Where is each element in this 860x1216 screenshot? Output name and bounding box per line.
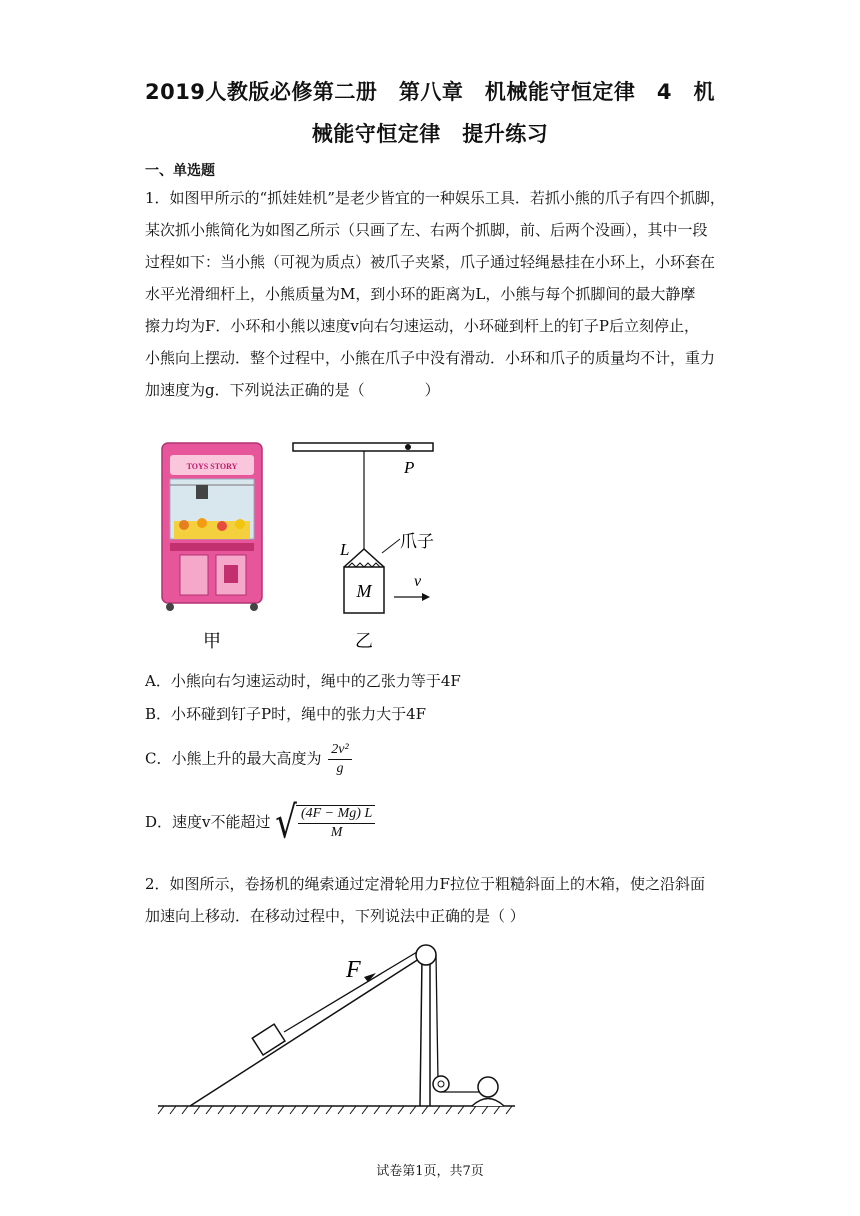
q2-line-2: 加速向上移动．在移动过程中，下列说法中正确的是（ ） (145, 907, 525, 925)
title-line-2: 械能守恒定律 提升练习 (311, 122, 549, 146)
q1-line-4: 水平光滑细杆上，小熊质量为M，到小环的距离为L，小熊与每个抓脚间的最大静摩 (145, 285, 696, 303)
label-yi: 乙 (355, 631, 373, 651)
q1-option-c-text: C．小熊上升的最大高度为 (145, 749, 322, 768)
q1-figure (150, 425, 490, 660)
claw-machine-illustration (162, 443, 262, 611)
d-denominator: M (330, 825, 343, 840)
pendulum-diagram (293, 443, 434, 613)
q1-line-5: 擦力均为F．小环和小熊以速度v向右匀速运动，小环碰到杆上的钉子P后立刻停止， (145, 317, 699, 335)
label-M: M (356, 581, 372, 601)
c-denominator: g (336, 761, 344, 776)
c-numerator: 2v² (328, 742, 351, 760)
machine-sign: TOYS STORY (186, 462, 238, 471)
label-L: L (340, 540, 350, 559)
winch-base (472, 1099, 504, 1107)
q1-line-6: 小熊向上摆动．整个过程中，小熊在爪子中没有滑动．小环和爪子的质量均不计，重力 (145, 349, 716, 367)
q1-line-3: 过程如下：当小熊（可视为质点）被爪子夹紧，爪子通过轻绳悬挂在小环上，小环套在 (145, 253, 716, 271)
nail-P (405, 444, 411, 450)
label-F: F (346, 957, 361, 983)
wooden-box (252, 1024, 285, 1055)
incline-back (420, 957, 422, 1106)
horizontal-rod (293, 443, 433, 451)
incline-surface (190, 957, 422, 1106)
label-v: v (414, 573, 422, 590)
q1-option-d-text: D．速度v不能超过 (145, 813, 271, 831)
title-line-1: 2019人教版必修第二册 第八章 机械能守恒定律 4 机 (144, 80, 716, 104)
label-jia: 甲 (203, 631, 221, 651)
q2-line-1: 2．如图所示，卷扬机的绳索通过定滑轮用力F拉位于粗糙斜面上的木箱，使之沿斜面 (145, 875, 705, 893)
q1-option-d-sqrt: √ $\frac{(4F - Mg) L}{M}$ (275, 805, 375, 841)
q1-option-c (145, 742, 352, 777)
q1-line-7: 加速度为g．下列说法正确的是（ ） (145, 381, 440, 399)
q2-figure (150, 935, 530, 1120)
q1-option-d (145, 797, 375, 849)
winch-drum (478, 1077, 498, 1097)
q1-line-1: 1．如图甲所示的“抓娃娃机”是老少皆宜的一种娱乐工具．若抓小熊的爪子有四个抓脚， (145, 189, 725, 207)
q1-option-c-fraction (328, 742, 351, 777)
page-footer: 试卷第1页，共7页 (376, 1164, 484, 1179)
d-numerator: (4F − Mg) L (298, 806, 375, 824)
top-pulley (416, 945, 436, 965)
label-claw: 爪子 (400, 532, 434, 551)
label-P: P (404, 458, 415, 477)
q1-option-b: B．小环碰到钉子P时，绳中的张力大于4F (145, 705, 427, 723)
q1-option-a: A．小熊向右匀速运动时，绳中的乙张力等于4F (145, 672, 461, 690)
section-heading: 一、单选题 (145, 163, 215, 179)
q1-line-2: 某次抓小熊简化为如图乙所示（只画了左、右两个抓脚，前、后两个没画），其中一段 (145, 221, 708, 239)
